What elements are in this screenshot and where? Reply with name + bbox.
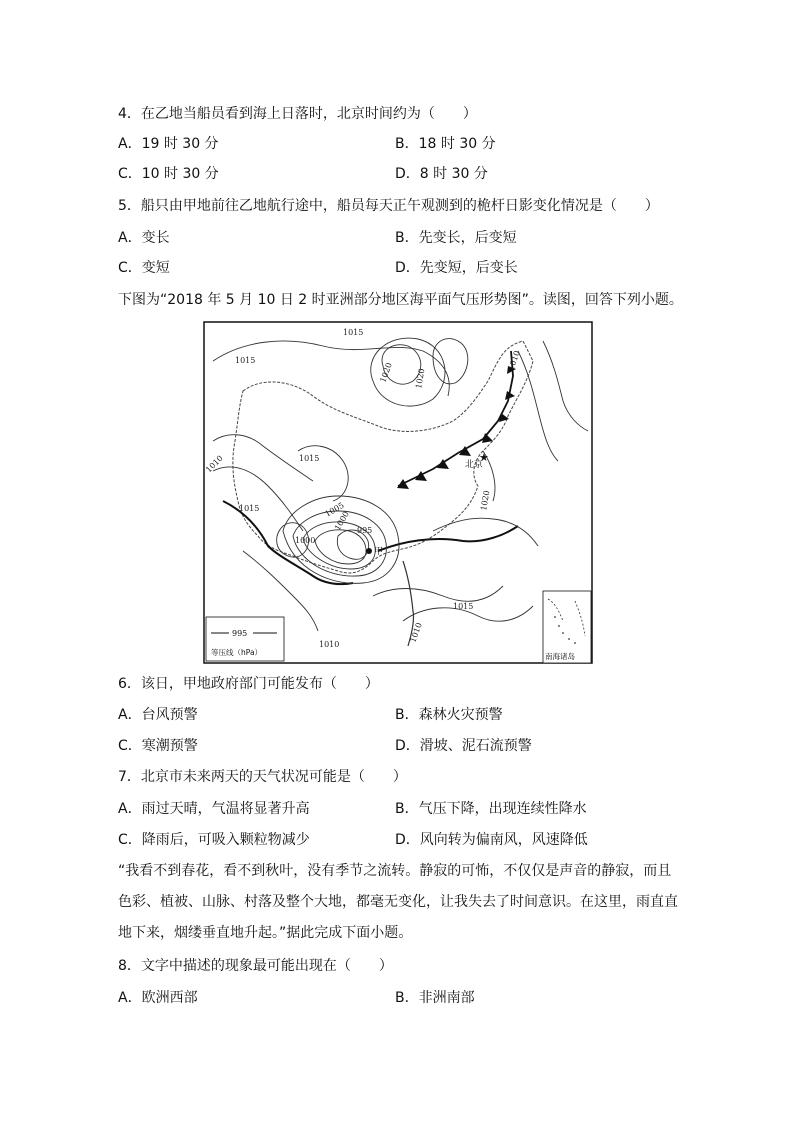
q6-option-b: B．森林火灾预警 — [395, 707, 503, 723]
q6-option-a: A．台风预警 — [118, 707, 198, 723]
beijing-label: 北京 — [465, 460, 484, 470]
q4-option-b: B．18 时 30 分 — [395, 136, 496, 152]
beijing-star-icon: ★ — [479, 451, 489, 464]
inset-label: 南海诸岛 — [545, 652, 575, 661]
q7-option-a: A．雨过天晴，气温将显著升高 — [118, 801, 310, 817]
isobar-label: 1000 — [332, 509, 351, 532]
q8-option-a: A．欧洲西部 — [118, 990, 198, 1006]
jia-marker — [366, 548, 372, 554]
isobar-label: 1000 — [295, 536, 316, 545]
isobar-label: 1020 — [378, 361, 394, 384]
q5-option-d: D．先变短，后变长 — [395, 260, 518, 276]
isobar-label: 1015 — [453, 602, 474, 611]
q7-option-d: D．风向转为偏南风，风速降低 — [395, 832, 588, 848]
isobar-label: 1010 — [506, 349, 522, 372]
q8-option-b: B．非洲南部 — [395, 990, 475, 1006]
isobar-label: 995 — [357, 526, 373, 535]
question-7-stem: 7．北京市未来两天的天气状况可能是（ ） — [118, 769, 407, 785]
q7-option-b: B．气压下降，出现连续性降水 — [395, 801, 587, 817]
isobar-label: 1015 — [239, 504, 260, 513]
isobar-label: 1020 — [414, 367, 427, 390]
isobar-label: 1010 — [319, 640, 340, 649]
legend-label: 等压线（hPa） — [211, 648, 263, 657]
q7-option-c: C．降雨后，可吸入颗粒物减少 — [118, 832, 310, 848]
isobar-label: 1015 — [299, 454, 320, 463]
isobar-label: 1010 — [204, 453, 225, 475]
q4-option-d: D．8 时 30 分 — [395, 166, 488, 182]
q4-option-c: C．10 时 30 分 — [118, 166, 219, 182]
legend-value: 995 — [232, 629, 248, 638]
q5-option-a: A．变长 — [118, 230, 170, 246]
q4-option-a: A．19 时 30 分 — [118, 136, 219, 152]
q5-option-b: B．先变长，后变短 — [395, 230, 517, 246]
pressure-map-svg — [203, 321, 593, 664]
question-6-stem: 6．该日，甲地政府部门可能发布（ ） — [118, 676, 379, 692]
jia-label: 甲 — [374, 547, 384, 557]
isobar-label: 1010 — [408, 621, 424, 644]
isobar-label: 1015 — [343, 328, 364, 337]
isobar-label: 1015 — [235, 356, 256, 365]
isobar-label: 1020 — [479, 489, 492, 512]
q5-option-c: C．变短 — [118, 260, 170, 276]
question-8-stem: 8．文字中描述的现象最可能出现在（ ） — [118, 958, 393, 974]
question-5-stem: 5．船只由甲地前往乙地航行途中，船员每天正午观测到的桅杆日影变化情况是（ ） — [118, 198, 659, 214]
q6-option-c: C．寒潮预警 — [118, 738, 198, 754]
pressure-map-figure — [203, 321, 593, 664]
question-4-stem: 4．在乙地当船员看到海上日落时，北京时间约为（ ） — [118, 106, 477, 122]
q6-option-d: D．滑坡、泥石流预警 — [395, 738, 532, 754]
passage-text: “我看不到春花，看不到秋叶，没有季节之流转。静寂的可怖，不仅仅是声音的静寂，而且色彩、植被、山脉、村落及整个大地，都毫无变化，让我失去了时间意识。在这里，雨直直地下来，烟缕垂直地升起。”据此完成下面小题。 — [118, 863, 678, 941]
map-intro-text: 下图为“2018 年 5 月 10 日 2 时亚洲部分地区海平面气压形势图”。读图，回答下列小题。 — [118, 292, 683, 308]
isobar-label: 1005 — [323, 500, 346, 519]
